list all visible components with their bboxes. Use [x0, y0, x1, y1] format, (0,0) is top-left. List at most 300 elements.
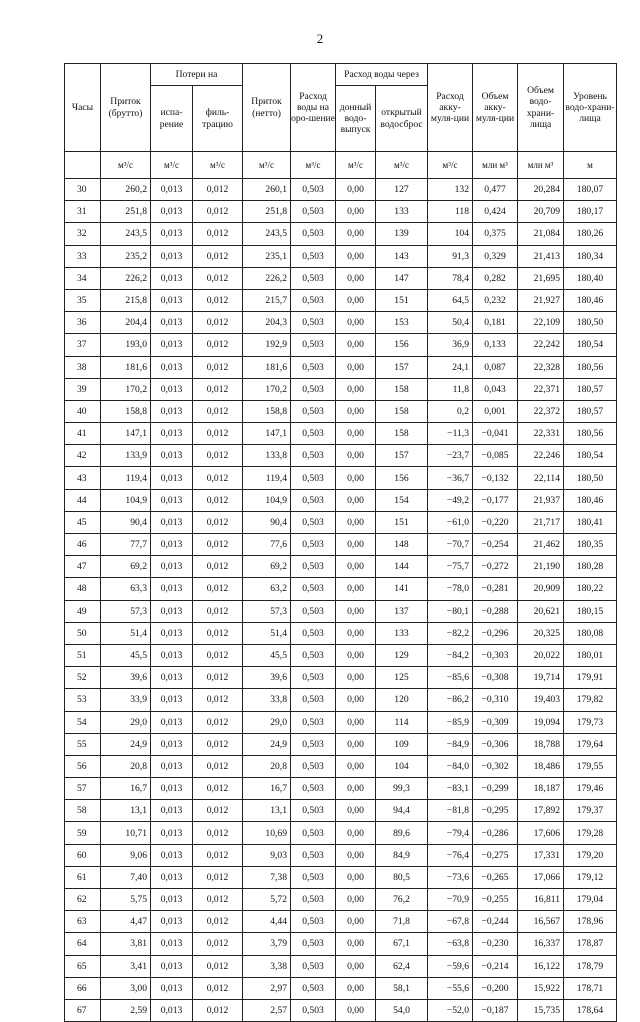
cell-inflow-net: 251,8	[243, 201, 291, 223]
cell-inflow-net: 4,44	[243, 911, 291, 933]
cell-evaporation: 0,013	[151, 622, 193, 644]
cell-accumulation-volume: −0,309	[473, 711, 518, 733]
cell-inflow-net: 33,8	[243, 689, 291, 711]
cell-filtration: 0,012	[193, 356, 243, 378]
cell-reservoir-level: 180,26	[564, 223, 617, 245]
cell-reservoir-level: 179,64	[564, 733, 617, 755]
cell-filtration: 0,012	[193, 911, 243, 933]
cell-reservoir-level: 179,73	[564, 711, 617, 733]
cell-reservoir-volume: 21,937	[518, 489, 564, 511]
unit-cell: млн м³	[518, 152, 564, 179]
cell-inflow-gross: 29,0	[101, 711, 151, 733]
cell-hour: 67	[65, 999, 101, 1021]
cell-open-spillway: 109	[376, 733, 428, 755]
cell-open-spillway: 148	[376, 534, 428, 556]
cell-accumulation-flow: −85,6	[428, 667, 473, 689]
cell-hour: 64	[65, 933, 101, 955]
cell-bottom-outlet: 0,00	[336, 600, 376, 622]
cell-hour: 59	[65, 822, 101, 844]
cell-accumulation-volume: −0,177	[473, 489, 518, 511]
cell-accumulation-volume: −0,200	[473, 977, 518, 999]
cell-bottom-outlet: 0,00	[336, 822, 376, 844]
cell-evaporation: 0,013	[151, 578, 193, 600]
cell-bottom-outlet: 0,00	[336, 866, 376, 888]
cell-reservoir-level: 179,55	[564, 755, 617, 777]
cell-open-spillway: 141	[376, 578, 428, 600]
cell-accumulation-flow: 78,4	[428, 267, 473, 289]
cell-open-spillway: 151	[376, 511, 428, 533]
cell-hour: 45	[65, 511, 101, 533]
cell-evaporation: 0,013	[151, 223, 193, 245]
cell-accumulation-volume: −0,299	[473, 778, 518, 800]
cell-inflow-net: 57,3	[243, 600, 291, 622]
cell-irrigation: 0,503	[291, 711, 336, 733]
cell-accumulation-flow: 11,8	[428, 378, 473, 400]
cell-hour: 57	[65, 778, 101, 800]
cell-accumulation-volume: 0,001	[473, 400, 518, 422]
cell-open-spillway: 104	[376, 755, 428, 777]
cell-irrigation: 0,503	[291, 933, 336, 955]
table-row	[65, 201, 617, 223]
cell-evaporation: 0,013	[151, 600, 193, 622]
cell-accumulation-flow: −36,7	[428, 467, 473, 489]
cell-irrigation: 0,503	[291, 556, 336, 578]
header-irrigation: Расход воды на оро-шение	[291, 64, 336, 152]
cell-accumulation-flow: −61,0	[428, 511, 473, 533]
cell-irrigation: 0,503	[291, 201, 336, 223]
cell-inflow-net: 260,1	[243, 179, 291, 201]
cell-open-spillway: 156	[376, 334, 428, 356]
cell-inflow-gross: 170,2	[101, 378, 151, 400]
cell-reservoir-volume: 22,246	[518, 445, 564, 467]
cell-reservoir-level: 179,20	[564, 844, 617, 866]
table-row	[65, 467, 617, 489]
cell-inflow-gross: 9,06	[101, 844, 151, 866]
cell-irrigation: 0,503	[291, 511, 336, 533]
cell-evaporation: 0,013	[151, 800, 193, 822]
cell-inflow-net: 119,4	[243, 467, 291, 489]
cell-inflow-gross: 69,2	[101, 556, 151, 578]
cell-inflow-net: 13,1	[243, 800, 291, 822]
cell-evaporation: 0,013	[151, 445, 193, 467]
page-number: 2	[316, 31, 324, 46]
table-row	[65, 778, 617, 800]
cell-inflow-gross: 39,6	[101, 667, 151, 689]
cell-irrigation: 0,503	[291, 312, 336, 334]
cell-filtration: 0,012	[193, 889, 243, 911]
table-row	[65, 733, 617, 755]
cell-reservoir-level: 178,71	[564, 977, 617, 999]
table-row	[65, 511, 617, 533]
cell-irrigation: 0,503	[291, 334, 336, 356]
cell-evaporation: 0,013	[151, 711, 193, 733]
cell-bottom-outlet: 0,00	[336, 755, 376, 777]
cell-filtration: 0,012	[193, 445, 243, 467]
cell-inflow-net: 192,9	[243, 334, 291, 356]
cell-reservoir-volume: 16,567	[518, 911, 564, 933]
cell-reservoir-level: 180,56	[564, 423, 617, 445]
cell-evaporation: 0,013	[151, 334, 193, 356]
cell-evaporation: 0,013	[151, 778, 193, 800]
cell-hour: 39	[65, 378, 101, 400]
cell-open-spillway: 127	[376, 179, 428, 201]
table-row	[65, 378, 617, 400]
cell-reservoir-volume: 21,927	[518, 289, 564, 311]
cell-bottom-outlet: 0,00	[336, 556, 376, 578]
cell-accumulation-volume: −0,295	[473, 800, 518, 822]
cell-accumulation-volume: −0,306	[473, 733, 518, 755]
cell-accumulation-flow: −49,2	[428, 489, 473, 511]
cell-hour: 42	[65, 445, 101, 467]
cell-accumulation-volume: −0,296	[473, 622, 518, 644]
cell-reservoir-volume: 16,811	[518, 889, 564, 911]
cell-reservoir-level: 180,34	[564, 245, 617, 267]
cell-bottom-outlet: 0,00	[336, 622, 376, 644]
cell-reservoir-level: 180,08	[564, 622, 617, 644]
cell-bottom-outlet: 0,00	[336, 489, 376, 511]
cell-hour: 46	[65, 534, 101, 556]
cell-inflow-net: 24,9	[243, 733, 291, 755]
table-row	[65, 534, 617, 556]
cell-hour: 37	[65, 334, 101, 356]
cell-accumulation-volume: −0,085	[473, 445, 518, 467]
cell-accumulation-flow: 36,9	[428, 334, 473, 356]
reservoir-table	[64, 63, 617, 1022]
cell-accumulation-flow: −79,4	[428, 822, 473, 844]
cell-open-spillway: 147	[376, 267, 428, 289]
cell-filtration: 0,012	[193, 223, 243, 245]
cell-inflow-net: 204,3	[243, 312, 291, 334]
header-reservoir-volume: Объем водо-храни-лища	[518, 64, 564, 152]
cell-evaporation: 0,013	[151, 689, 193, 711]
cell-open-spillway: 133	[376, 622, 428, 644]
cell-accumulation-flow: −84,9	[428, 733, 473, 755]
cell-open-spillway: 151	[376, 289, 428, 311]
cell-hour: 36	[65, 312, 101, 334]
cell-open-spillway: 89,6	[376, 822, 428, 844]
cell-reservoir-volume: 22,109	[518, 312, 564, 334]
cell-open-spillway: 154	[376, 489, 428, 511]
cell-inflow-gross: 45,5	[101, 644, 151, 666]
cell-open-spillway: 76,2	[376, 889, 428, 911]
cell-reservoir-level: 180,56	[564, 356, 617, 378]
cell-filtration: 0,012	[193, 400, 243, 422]
unit-cell: м³/с	[101, 152, 151, 179]
cell-reservoir-level: 180,50	[564, 312, 617, 334]
cell-irrigation: 0,503	[291, 755, 336, 777]
header-open-spillway: открытый водосброс	[376, 86, 428, 152]
cell-hour: 52	[65, 667, 101, 689]
cell-inflow-gross: 193,0	[101, 334, 151, 356]
cell-reservoir-level: 179,28	[564, 822, 617, 844]
cell-accumulation-flow: −67,8	[428, 911, 473, 933]
cell-bottom-outlet: 0,00	[336, 179, 376, 201]
cell-evaporation: 0,013	[151, 201, 193, 223]
cell-accumulation-volume: 0,375	[473, 223, 518, 245]
cell-accumulation-flow: −78,0	[428, 578, 473, 600]
table-row	[65, 999, 617, 1021]
unit-cell: м³/с	[336, 152, 376, 179]
cell-filtration: 0,012	[193, 578, 243, 600]
cell-inflow-net: 243,5	[243, 223, 291, 245]
cell-evaporation: 0,013	[151, 400, 193, 422]
table-row	[65, 423, 617, 445]
cell-filtration: 0,012	[193, 667, 243, 689]
cell-evaporation: 0,013	[151, 423, 193, 445]
cell-irrigation: 0,503	[291, 733, 336, 755]
table-row	[65, 866, 617, 888]
cell-hour: 51	[65, 644, 101, 666]
cell-hour: 53	[65, 689, 101, 711]
cell-inflow-gross: 181,6	[101, 356, 151, 378]
cell-open-spillway: 158	[376, 423, 428, 445]
cell-filtration: 0,012	[193, 933, 243, 955]
cell-open-spillway: 99,3	[376, 778, 428, 800]
table-row	[65, 289, 617, 311]
unit-cell: м³/с	[428, 152, 473, 179]
cell-irrigation: 0,503	[291, 622, 336, 644]
cell-reservoir-volume: 15,735	[518, 999, 564, 1021]
cell-hour: 30	[65, 179, 101, 201]
cell-filtration: 0,012	[193, 179, 243, 201]
cell-irrigation: 0,503	[291, 844, 336, 866]
cell-bottom-outlet: 0,00	[336, 578, 376, 600]
cell-open-spillway: 153	[376, 312, 428, 334]
cell-bottom-outlet: 0,00	[336, 223, 376, 245]
cell-irrigation: 0,503	[291, 534, 336, 556]
cell-accumulation-volume: 0,232	[473, 289, 518, 311]
cell-evaporation: 0,013	[151, 267, 193, 289]
cell-reservoir-volume: 16,122	[518, 955, 564, 977]
table-row	[65, 933, 617, 955]
cell-accumulation-volume: −0,272	[473, 556, 518, 578]
cell-inflow-gross: 226,2	[101, 267, 151, 289]
cell-reservoir-level: 180,50	[564, 467, 617, 489]
cell-reservoir-level: 180,57	[564, 378, 617, 400]
cell-inflow-net: 170,2	[243, 378, 291, 400]
cell-bottom-outlet: 0,00	[336, 289, 376, 311]
cell-open-spillway: 137	[376, 600, 428, 622]
cell-reservoir-volume: 22,372	[518, 400, 564, 422]
cell-reservoir-level: 180,57	[564, 400, 617, 422]
cell-irrigation: 0,503	[291, 400, 336, 422]
cell-hour: 40	[65, 400, 101, 422]
header-evaporation: испа-рение	[151, 86, 193, 152]
cell-open-spillway: 129	[376, 644, 428, 666]
cell-accumulation-volume: 0,477	[473, 179, 518, 201]
cell-reservoir-volume: 22,328	[518, 356, 564, 378]
cell-reservoir-level: 180,46	[564, 289, 617, 311]
cell-reservoir-level: 180,54	[564, 334, 617, 356]
cell-inflow-gross: 3,81	[101, 933, 151, 955]
cell-inflow-gross: 4,47	[101, 911, 151, 933]
cell-reservoir-volume: 16,337	[518, 933, 564, 955]
cell-bottom-outlet: 0,00	[336, 334, 376, 356]
cell-inflow-gross: 243,5	[101, 223, 151, 245]
table-row	[65, 977, 617, 999]
cell-reservoir-level: 178,64	[564, 999, 617, 1021]
cell-filtration: 0,012	[193, 378, 243, 400]
cell-inflow-gross: 260,2	[101, 179, 151, 201]
cell-inflow-gross: 7,40	[101, 866, 151, 888]
cell-bottom-outlet: 0,00	[336, 201, 376, 223]
cell-evaporation: 0,013	[151, 755, 193, 777]
cell-accumulation-flow: −80,1	[428, 600, 473, 622]
cell-reservoir-level: 179,37	[564, 800, 617, 822]
cell-accumulation-flow: −84,0	[428, 755, 473, 777]
cell-inflow-net: 2,57	[243, 999, 291, 1021]
cell-open-spillway: 158	[376, 378, 428, 400]
cell-evaporation: 0,013	[151, 911, 193, 933]
cell-reservoir-level: 180,28	[564, 556, 617, 578]
cell-reservoir-volume: 22,242	[518, 334, 564, 356]
cell-irrigation: 0,503	[291, 578, 336, 600]
cell-irrigation: 0,503	[291, 245, 336, 267]
cell-irrigation: 0,503	[291, 467, 336, 489]
cell-inflow-net: 5,72	[243, 889, 291, 911]
cell-inflow-net: 39,6	[243, 667, 291, 689]
cell-hour: 38	[65, 356, 101, 378]
cell-evaporation: 0,013	[151, 733, 193, 755]
cell-bottom-outlet: 0,00	[336, 644, 376, 666]
cell-inflow-gross: 10,71	[101, 822, 151, 844]
table-row	[65, 889, 617, 911]
cell-inflow-net: 63,2	[243, 578, 291, 600]
cell-inflow-gross: 90,4	[101, 511, 151, 533]
cell-accumulation-flow: −70,7	[428, 534, 473, 556]
table-row	[65, 400, 617, 422]
header-reservoir-level: Уровень водо-храни-лища	[564, 64, 617, 152]
cell-evaporation: 0,013	[151, 356, 193, 378]
cell-hour: 56	[65, 755, 101, 777]
cell-filtration: 0,012	[193, 622, 243, 644]
table-header	[65, 64, 617, 179]
cell-open-spillway: 58,1	[376, 977, 428, 999]
cell-evaporation: 0,013	[151, 644, 193, 666]
cell-reservoir-level: 179,82	[564, 689, 617, 711]
cell-inflow-gross: 33,9	[101, 689, 151, 711]
cell-accumulation-flow: −23,7	[428, 445, 473, 467]
cell-inflow-net: 181,6	[243, 356, 291, 378]
cell-hour: 48	[65, 578, 101, 600]
cell-accumulation-flow: 50,4	[428, 312, 473, 334]
cell-inflow-gross: 215,8	[101, 289, 151, 311]
cell-reservoir-volume: 21,717	[518, 511, 564, 533]
cell-inflow-net: 147,1	[243, 423, 291, 445]
cell-bottom-outlet: 0,00	[336, 312, 376, 334]
cell-inflow-gross: 3,41	[101, 955, 151, 977]
cell-filtration: 0,012	[193, 289, 243, 311]
cell-accumulation-volume: −0,288	[473, 600, 518, 622]
cell-reservoir-volume: 17,066	[518, 866, 564, 888]
cell-reservoir-volume: 22,331	[518, 423, 564, 445]
header-inflow-net: Приток (нетто)	[243, 64, 291, 152]
table-row	[65, 312, 617, 334]
cell-inflow-net: 158,8	[243, 400, 291, 422]
cell-bottom-outlet: 0,00	[336, 733, 376, 755]
table-body	[65, 179, 617, 1022]
cell-irrigation: 0,503	[291, 600, 336, 622]
cell-filtration: 0,012	[193, 334, 243, 356]
cell-evaporation: 0,013	[151, 556, 193, 578]
table-row	[65, 911, 617, 933]
cell-accumulation-volume: −0,254	[473, 534, 518, 556]
cell-inflow-gross: 158,8	[101, 400, 151, 422]
cell-reservoir-volume: 22,114	[518, 467, 564, 489]
cell-accumulation-flow: 24,1	[428, 356, 473, 378]
cell-hour: 41	[65, 423, 101, 445]
table-row	[65, 667, 617, 689]
cell-evaporation: 0,013	[151, 467, 193, 489]
cell-hour: 55	[65, 733, 101, 755]
cell-filtration: 0,012	[193, 822, 243, 844]
cell-accumulation-flow: −55,6	[428, 977, 473, 999]
cell-hour: 47	[65, 556, 101, 578]
cell-filtration: 0,012	[193, 999, 243, 1021]
cell-irrigation: 0,503	[291, 955, 336, 977]
cell-irrigation: 0,503	[291, 223, 336, 245]
cell-open-spillway: 54,0	[376, 999, 428, 1021]
cell-inflow-net: 9,03	[243, 844, 291, 866]
cell-irrigation: 0,503	[291, 423, 336, 445]
cell-reservoir-level: 179,04	[564, 889, 617, 911]
cell-bottom-outlet: 0,00	[336, 267, 376, 289]
cell-hour: 49	[65, 600, 101, 622]
cell-open-spillway: 120	[376, 689, 428, 711]
cell-reservoir-volume: 19,094	[518, 711, 564, 733]
cell-accumulation-volume: −0,265	[473, 866, 518, 888]
cell-irrigation: 0,503	[291, 378, 336, 400]
table-row	[65, 600, 617, 622]
cell-reservoir-level: 179,46	[564, 778, 617, 800]
units-row	[65, 152, 617, 179]
cell-reservoir-volume: 21,462	[518, 534, 564, 556]
cell-reservoir-volume: 20,909	[518, 578, 564, 600]
cell-evaporation: 0,013	[151, 844, 193, 866]
cell-inflow-net: 235,1	[243, 245, 291, 267]
cell-inflow-net: 7,38	[243, 866, 291, 888]
table-row	[65, 622, 617, 644]
cell-accumulation-flow: 132	[428, 179, 473, 201]
cell-inflow-net: 90,4	[243, 511, 291, 533]
cell-open-spillway: 144	[376, 556, 428, 578]
cell-accumulation-flow: 118	[428, 201, 473, 223]
cell-bottom-outlet: 0,00	[336, 711, 376, 733]
cell-hour: 61	[65, 866, 101, 888]
cell-accumulation-flow: −82,2	[428, 622, 473, 644]
cell-reservoir-level: 180,41	[564, 511, 617, 533]
cell-evaporation: 0,013	[151, 889, 193, 911]
cell-accumulation-flow: 0,2	[428, 400, 473, 422]
cell-bottom-outlet: 0,00	[336, 911, 376, 933]
cell-hour: 65	[65, 955, 101, 977]
cell-accumulation-volume: −0,286	[473, 822, 518, 844]
cell-reservoir-volume: 17,892	[518, 800, 564, 822]
header-hours: Часы	[65, 64, 101, 152]
cell-bottom-outlet: 0,00	[336, 356, 376, 378]
cell-filtration: 0,012	[193, 778, 243, 800]
cell-reservoir-level: 180,07	[564, 179, 617, 201]
cell-reservoir-volume: 20,709	[518, 201, 564, 223]
cell-reservoir-volume: 19,714	[518, 667, 564, 689]
cell-inflow-gross: 235,2	[101, 245, 151, 267]
cell-accumulation-volume: −0,303	[473, 644, 518, 666]
cell-bottom-outlet: 0,00	[336, 977, 376, 999]
cell-inflow-gross: 251,8	[101, 201, 151, 223]
cell-accumulation-flow: −52,0	[428, 999, 473, 1021]
cell-irrigation: 0,503	[291, 800, 336, 822]
cell-irrigation: 0,503	[291, 267, 336, 289]
